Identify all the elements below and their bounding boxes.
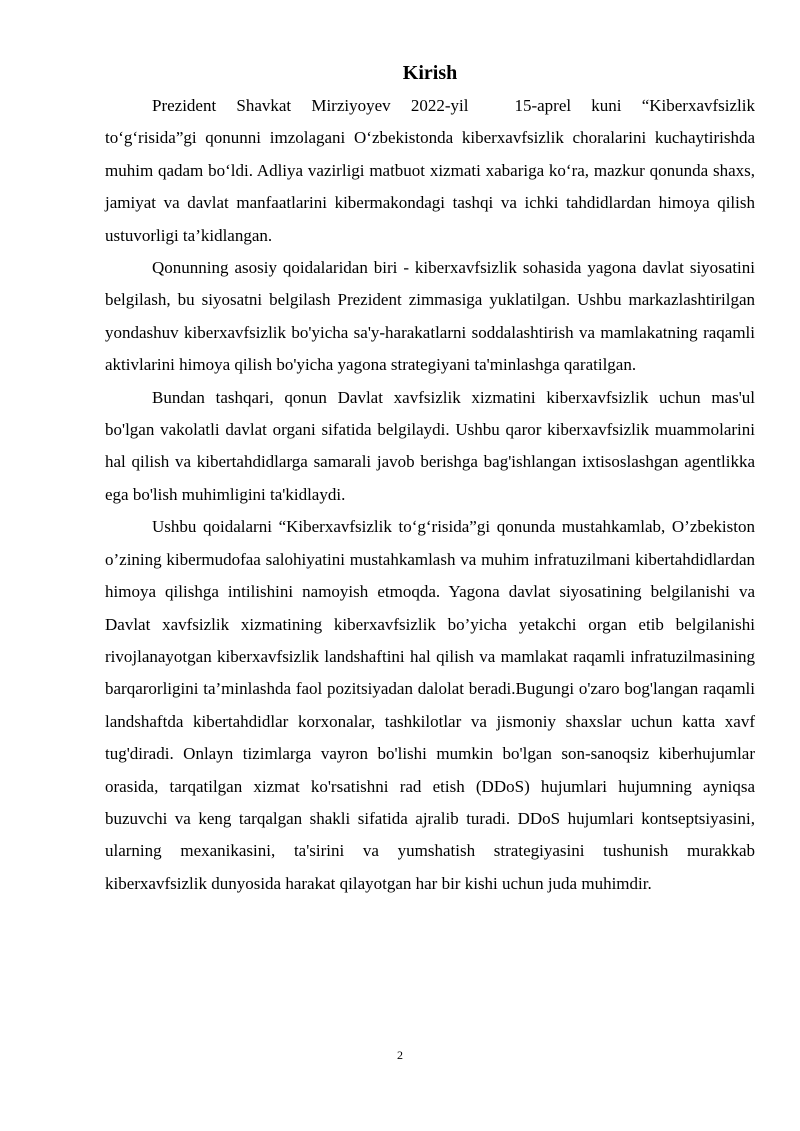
paragraph-1	[105, 90, 755, 252]
page-number: 2	[397, 1048, 403, 1062]
paragraph-2: Qonunning asosiy qoidalaridan biri - kiberxavfsizlik sohasida yagona davlat siyosatini belgilash, bu siyosatni belgilash Prezident zimmasiga yuklatilgan. Ushbu markazlashtirilgan yondashuv kiberxavfsizlik bo'yicha sa'y-harakatlarni soddalashtirish va mamlakatning raqamli aktivlarini himoya qilish bo'yicha yagona strategiyani ta'minlashga qaratilgan.	[105, 258, 755, 375]
paragraph-1-start: Prezident Shavkat Mirziyoyev 2022-yil	[152, 96, 469, 115]
paragraph-4: Ushbu qoidalarni “Kiberxavfsizlik to‘g‘risida”gi qonunda mustahkamlab, O’zbekiston o’zining kibermudofaa salohiyatini mustahkamlash va muhim infratuzilmani kibertahdidlardan himoya qilishga intilishini namoyish etmoqda. Yagona davlat siyosatining belgilanishi va Davlat xavfsizlik xizmatining kiberxavfsizlik bo’yicha yetakchi organ etib belgilanishi rivojlanayotgan kiberxavfsizlik landshaftini hal qilish va mamlakat raqamli infratuzilmasining barqarorligini ta’minlashda faol pozitsiyadan dalolat beradi.Bugungi o'zaro bog'langan raqamli landshaftda kibertahdidlar korxonalar, tashkilotlar va jismoniy shaxslar uchun katta xavf tug'diradi. Onlayn tizimlarga vayron bo'lishi mumkin bo'lgan son-sanoqsiz kiberhujumlar orasida, tarqatilgan xizmat ko'rsatishni rad etish (DDoS) hujumlari hujumning ayniqsa buzuvchi va keng tarqalgan shakli sifatida ajralib turadi. DDoS hujumlari kontseptsiyasini, ularning mexanikasini, ta'sirini va yumshatish strategiyasini tushunish murakkab kiberxavfsizlik dunyosida harakat qilayotgan har bir kishi uchun juda muhimdir.	[105, 517, 755, 893]
paragraph-1-rest: 15-aprel kuni “Kiberxavfsizlik to‘g‘risida”gi qonunni imzolagani O‘zbekistonda kiberxavfsizlik choralarini kuchaytirishda muhim qadam bo‘ldi. Adliya vazirligi matbuot xizmati xabariga ko‘ra, mazkur qonunda shaxs, jamiyat va davlat manfaatlarini kibermakondagi tashqi va ichki tahdidlardan himoya qilish ustuvorligi ta’kidlangan.	[105, 96, 755, 245]
document-page	[105, 58, 755, 900]
paragraph-3: Bundan tashqari, qonun Davlat xavfsizlik xizmatini kiberxavfsizlik uchun mas'ul bo'lgan vakolatli davlat organi sifatida belgilaydi. Ushbu qaror kiberxavfsizlik muammolarini hal qilish va kibertahdidlarga samarali javob berishga bag'ishlangan ixtisoslashgan agentlikka ega bo'lish muhimligini ta'kidlaydi.	[105, 387, 755, 504]
document-title: Kirish	[402, 62, 458, 84]
